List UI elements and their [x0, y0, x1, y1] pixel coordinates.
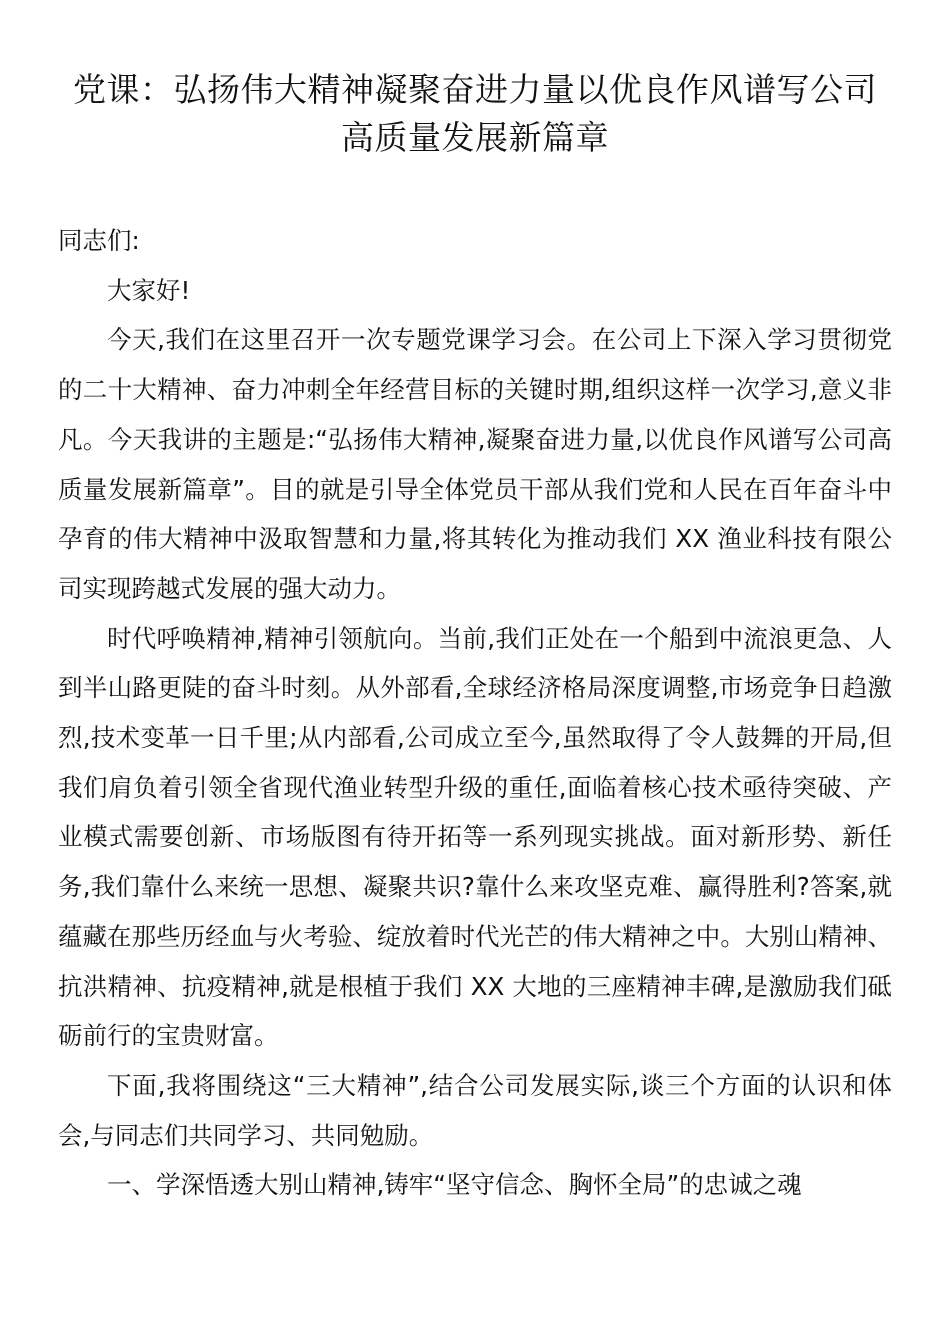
paragraph-context: 时代呼唤精神,精神引领航向。当前,我们正处在一个船到中流浪更急、人到半山路更陡的奋斗时刻。从外部看,全球经济格局深度调整,市场竞争日趋激烈,技术变革一日千里;从内部看,公司成立至今,虽然取得了令人鼓舞的开局,但我们肩负着引领全省现代渔业转型升级的重任,面临着核心技术亟待突破、产业模式需要创新、市场版图有待开拓等一系列现实挑战。面对新形势、新任务,我们靠什么来统一思想、凝聚共识?靠什么来攻坚克难、赢得胜利?答案,就蕴藏在那些历经血与火考验、绽放着时代光芒的伟大精神之中。大别山精神、抗洪精神、抗疫精神,就是根植于我们 XX 大地的三座精神丰碑,是激励我们砥砺前行的宝贵财富。: [58, 623, 892, 1051]
section-heading-1: 一、学深悟透大别山精神,铸牢“坚守信念、胸怀全局”的忠诚之魂: [107, 1170, 802, 1200]
greeting: 大家好!: [107, 275, 191, 305]
salutation: 同志们:: [58, 226, 140, 255]
document-body: [58, 216, 892, 1210]
paragraph-outline: 下面,我将围绕这“三大精神”,结合公司发展实际,谈三个方面的认识和体会,与同志们共同学习、共同勉励。: [58, 1070, 892, 1150]
document-title: 党课：弘扬伟大精神凝聚奋进力量以优良作风谱写公司高质量发展新篇章: [73, 70, 877, 157]
paragraph-intro: 今天,我们在这里召开一次专题党课学习会。在公司上下深入学习贯彻党的二十大精神、奋力冲刺全年经营目标的关键时期,组织这样一次学习,意义非凡。今天我讲的主题是:“弘扬伟大精神,凝聚奋进力量,以优良作风谱写公司高质量发展新篇章”。目的就是引导全体党员干部从我们党和人民在百年奋斗中孕育的伟大精神中汲取智慧和力量,将其转化为推动我们 XX 渔业科技有限公司实现跨越式发展的强大动力。: [58, 325, 892, 603]
